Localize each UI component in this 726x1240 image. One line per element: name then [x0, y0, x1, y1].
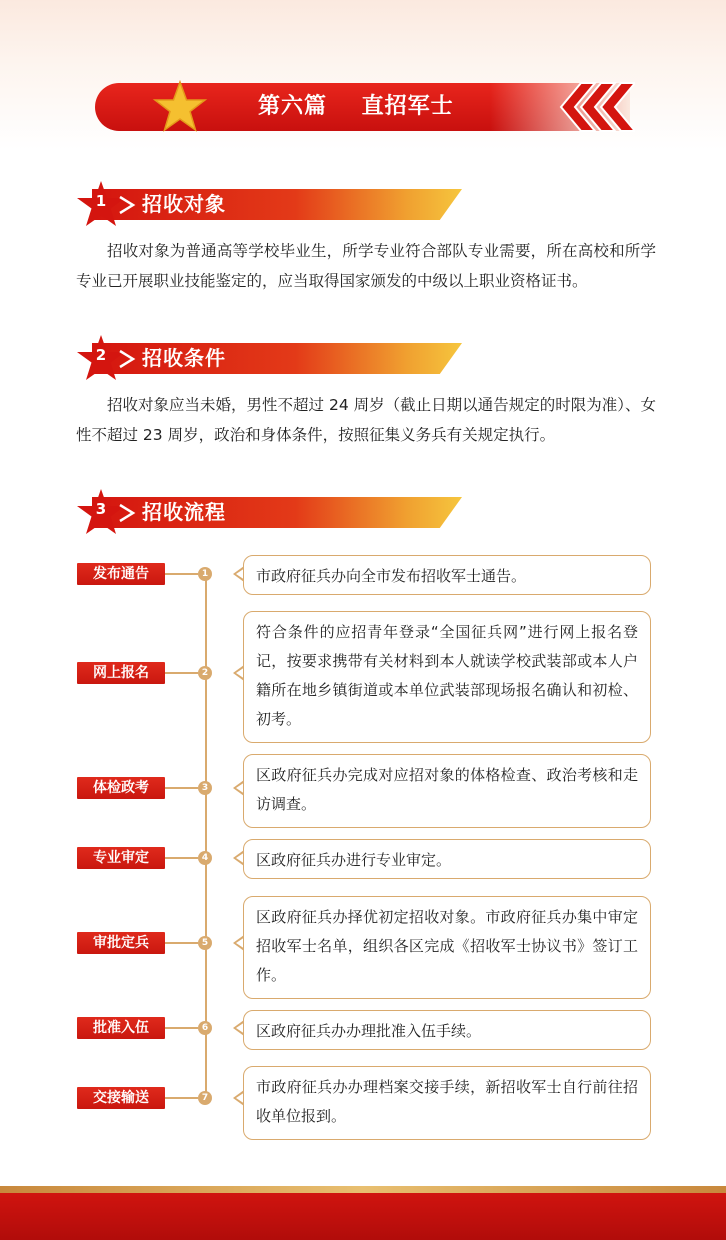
step-number-4: 4 [198, 851, 212, 865]
chevrons-icon [555, 80, 635, 134]
section-header-2 [76, 334, 466, 382]
section-header-3 [76, 488, 466, 536]
star-icon [152, 80, 208, 134]
step-box-6: 区政府征兵办办理批准入伍手续。 [243, 1010, 651, 1050]
step-number-5: 5 [198, 936, 212, 950]
connector [165, 857, 198, 859]
step-number-2: 2 [198, 666, 212, 680]
step-number-6: 6 [198, 1021, 212, 1035]
step-label-2: 网上报名 [77, 662, 165, 684]
step-box-3: 区政府征兵办完成对应招对象的体格检查、政治考核和走访调查。 [243, 754, 651, 828]
section-title: 招收条件 [142, 346, 226, 370]
chevron-right-icon [116, 502, 140, 524]
step-box-2: 符合条件的应招青年登录“全国征兵网”进行网上报名登记，按要求携带有关材料到本人就读学校武装部或本人户籍所在地乡镇街道或本单位武装部现场报名确认和初检、初考。 [243, 611, 651, 743]
section-title: 招收对象 [142, 192, 226, 216]
section-number: 3 [95, 500, 107, 518]
step-number-3: 3 [198, 781, 212, 795]
paragraph-target: 招收对象为普通高等学校毕业生，所学专业符合部队专业需要，所在高校和所学专业已开展职业技能鉴定的，应当取得国家颁发的中级以上职业资格证书。 [76, 242, 656, 290]
step-label-7: 交接输送 [77, 1087, 165, 1109]
footer-gold-stripe [0, 1186, 726, 1193]
page-title: 第六篇 直招军士 [258, 94, 454, 119]
section-title: 招收流程 [142, 500, 226, 524]
step-label-6: 批准入伍 [77, 1017, 165, 1039]
section-number: 2 [95, 346, 107, 364]
paragraph-conditions: 招收对象应当未婚，男性不超过 24 周岁（截止日期以通告规定的时限为准）、女性不超过 23 周岁，政治和身体条件，按照征集义务兵有关规定执行。 [76, 396, 656, 444]
chevron-right-icon [116, 348, 140, 370]
step-label-5: 审批定兵 [77, 932, 165, 954]
step-number-7: 7 [198, 1091, 212, 1105]
connector [165, 942, 198, 944]
section-number: 1 [95, 192, 107, 210]
step-box-4: 区政府征兵办进行专业审定。 [243, 839, 651, 879]
step-number-1: 1 [198, 567, 212, 581]
connector [165, 1027, 198, 1029]
footer-red-band [0, 1193, 726, 1240]
step-box-1: 市政府征兵办向全市发布招收军士通告。 [243, 555, 651, 595]
connector [165, 787, 198, 789]
connector [165, 1097, 198, 1099]
step-label-1: 发布通告 [77, 563, 165, 585]
connector [165, 672, 198, 674]
step-box-5: 区政府征兵办择优初定招收对象。市政府征兵办集中审定招收军士名单，组织各区完成《招收军士协议书》签订工作。 [243, 896, 651, 999]
section-header-1 [76, 180, 466, 228]
step-label-4: 专业审定 [77, 847, 165, 869]
chevron-right-icon [116, 194, 140, 216]
step-label-3: 体检政考 [77, 777, 165, 799]
connector [165, 573, 198, 575]
step-box-7: 市政府征兵办办理档案交接手续，新招收军士自行前往招收单位报到。 [243, 1066, 651, 1140]
